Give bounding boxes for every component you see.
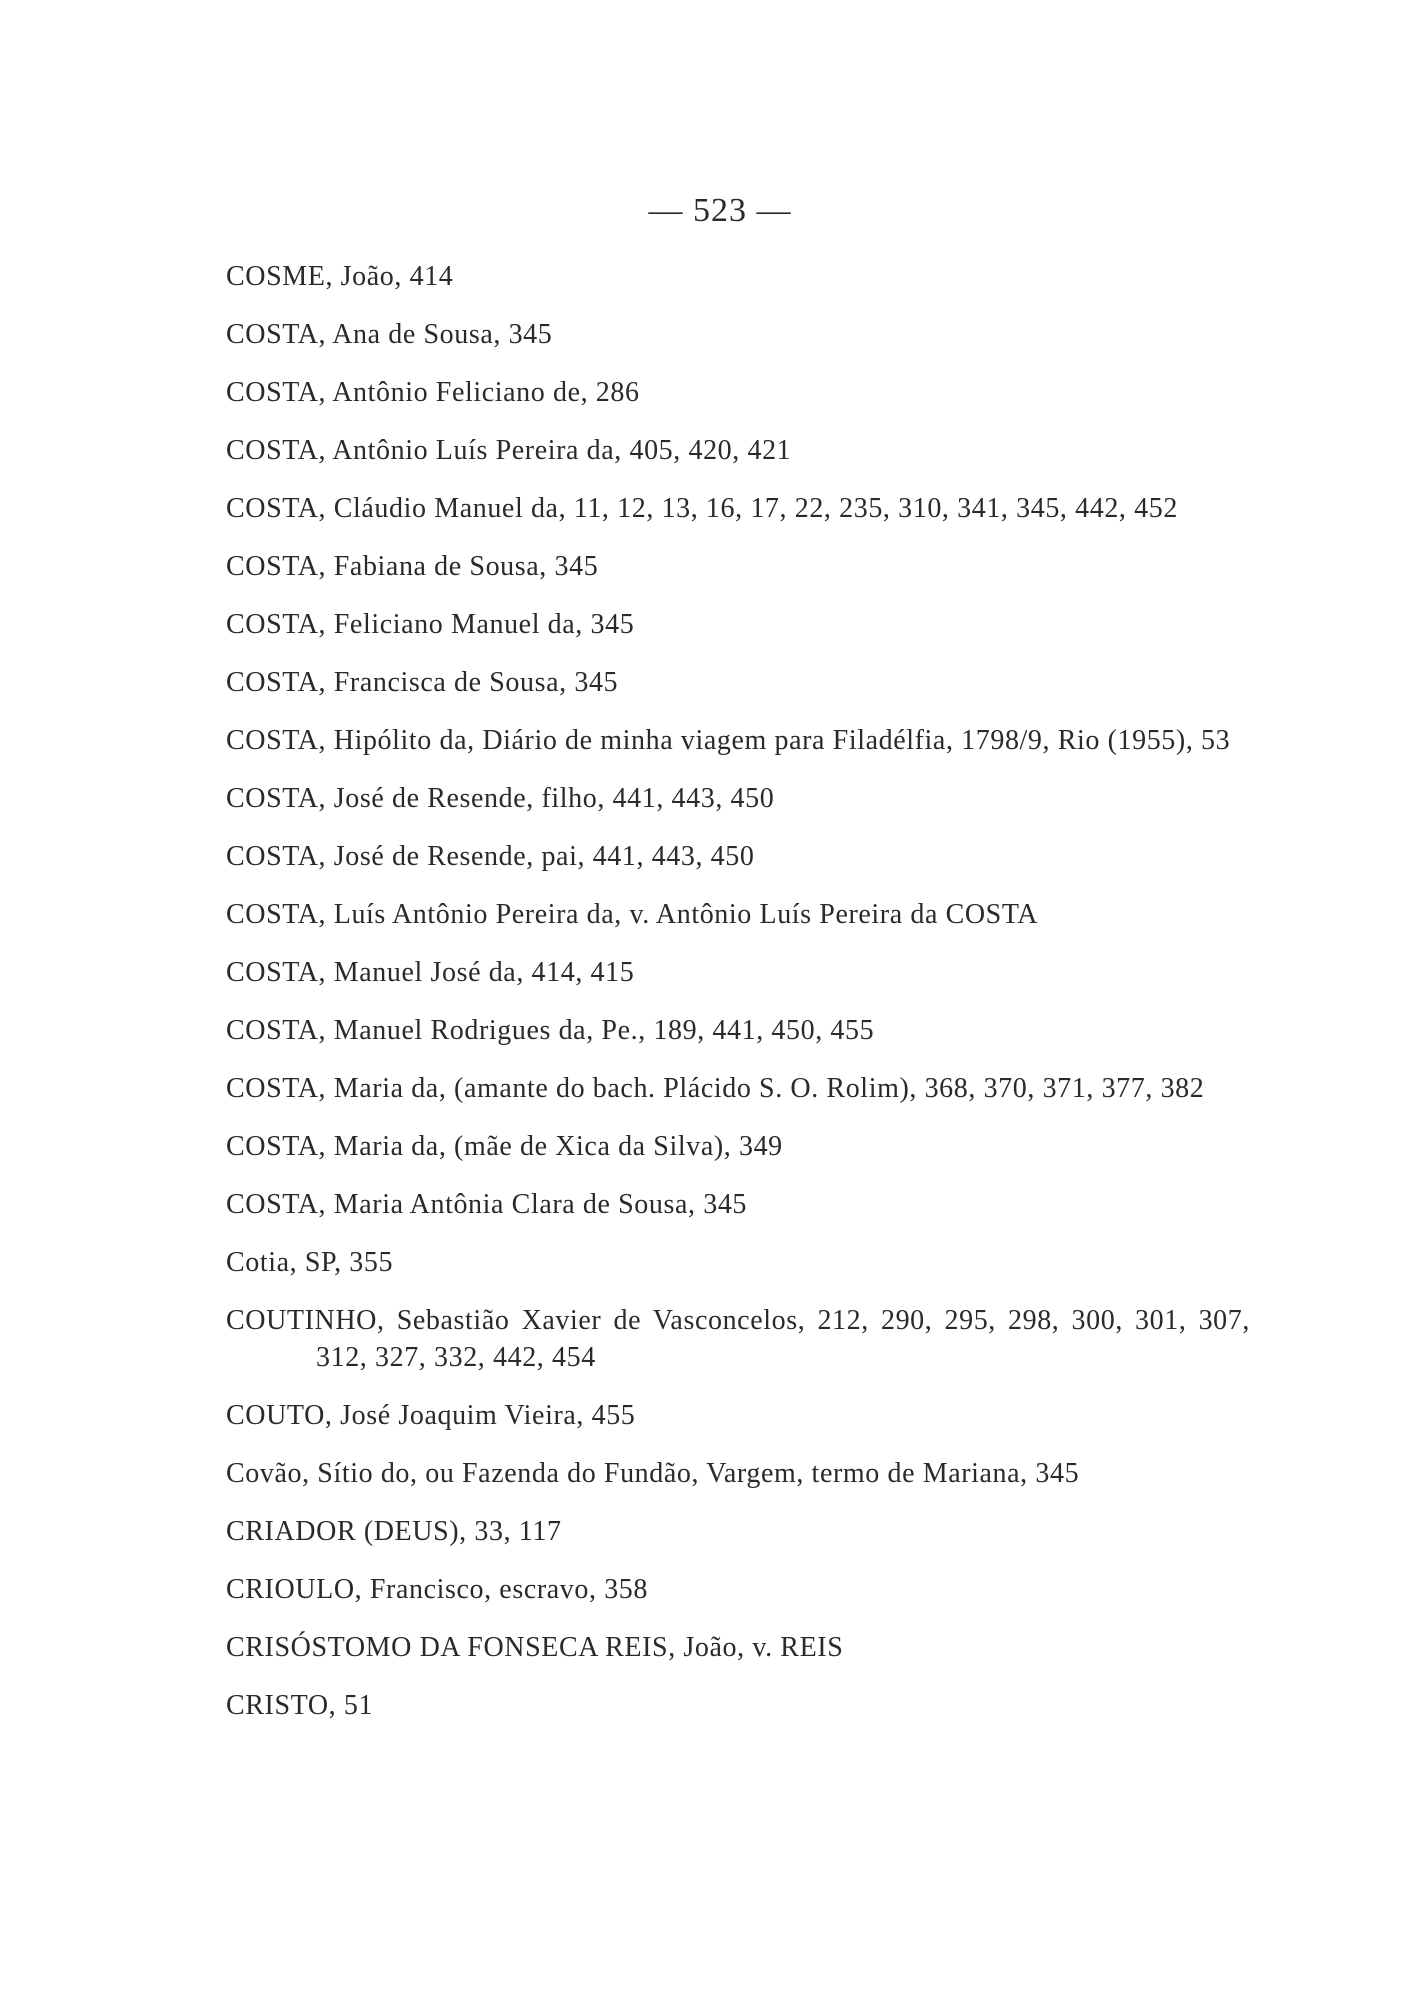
index-entry: Cotia, SP, 355 [226,1247,394,1278]
index-entry: CRIADOR (DEUS), 33, 117 [226,1516,562,1547]
index-entry: COSME, João, 414 [226,261,454,292]
index-list [226,258,1250,1745]
index-entry: COSTA, Luís Antônio Pereira da, v. Antônio Luís Pereira da COSTA [226,899,1039,930]
index-entry: COSTA, Antônio Feliciano de, 286 [226,377,640,408]
index-entry: COSTA, Maria da, (amante do bach. Plácido S. O. Rolim), 368, 370, 371, 377, 382 [226,1073,1205,1104]
page-number: — 523 — [648,192,792,229]
index-entry: COSTA, Hipólito da, Diário de minha viagem para Filadélfia, 1798/9, Rio (1955), 53 [226,725,1231,756]
index-entry: COSTA, Antônio Luís Pereira da, 405, 420, 421 [226,435,792,466]
index-entry: CRIOULO, Francisco, escravo, 358 [226,1574,649,1605]
index-entry: COSTA, Maria da, (mãe de Xica da Silva), 349 [226,1131,783,1162]
index-entry: COSTA, Manuel Rodrigues da, Pe., 189, 441, 450, 455 [226,1015,875,1046]
index-entry: Covão, Sítio do, ou Fazenda do Fundão, Vargem, termo de Mariana, 345 [226,1458,1080,1489]
index-entry: COSTA, Fabiana de Sousa, 345 [226,551,599,582]
index-entry: COSTA, José de Resende, filho, 441, 443, 450 [226,783,775,814]
index-entry: COSTA, Cláudio Manuel da, 11, 12, 13, 16, 17, 22, 235, 310, 341, 345, 442, 452 [226,493,1178,524]
index-entry: COSTA, Feliciano Manuel da, 345 [226,609,635,640]
index-entry: COUTO, José Joaquim Vieira, 455 [226,1400,636,1431]
index-entry: COSTA, José de Resende, pai, 441, 443, 450 [226,841,755,872]
index-entry: COSTA, Manuel José da, 414, 415 [226,957,635,988]
index-entry: COSTA, Maria Antônia Clara de Sousa, 345 [226,1189,748,1220]
index-entry: COUTINHO, Sebastião Xavier de Vasconcelos, 212, 290, 295, 298, 300, 301, 307, 312, 327, 332, 442, 454 [226,1305,1250,1373]
index-entry: CRISTO, 51 [226,1690,374,1721]
index-entry: CRISÓSTOMO DA FONSECA REIS, João, v. REIS [226,1632,844,1663]
index-entry: COSTA, Francisca de Sousa, 345 [226,667,619,698]
index-entry: COSTA, Ana de Sousa, 345 [226,319,553,350]
